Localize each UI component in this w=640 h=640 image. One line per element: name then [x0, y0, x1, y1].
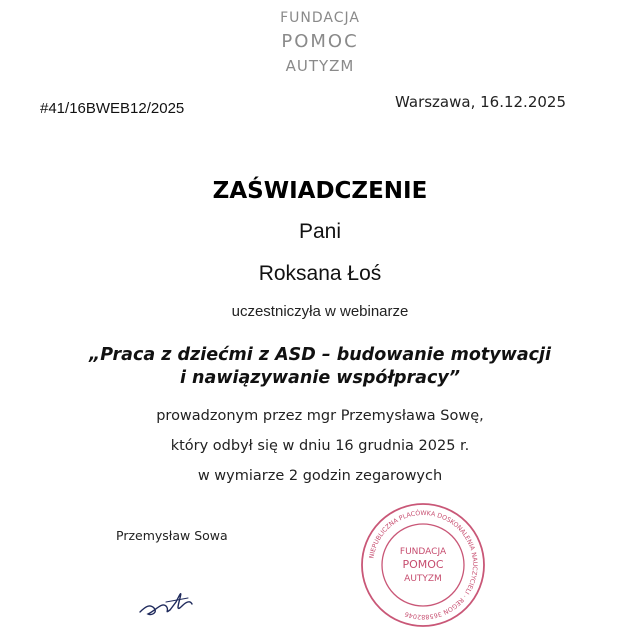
salutation: Pani [298, 220, 342, 243]
logo-line-fundacja: FUNDACJA [280, 10, 360, 26]
signer-name: Przemysław Sowa [116, 528, 228, 543]
foundation-logo [0, 6, 640, 78]
place-date: Warszawa, 16.12.2025 [395, 93, 566, 111]
foundation-stamp [358, 500, 488, 630]
logo-line-pomoc: POMOC [281, 31, 359, 52]
participation-text: uczestniczyła w webinarze [231, 303, 409, 320]
svg-text:AUTYZM: AUTYZM [404, 574, 442, 584]
svg-text:FUNDACJA: FUNDACJA [399, 547, 447, 557]
webinar-title [0, 344, 640, 390]
body-line-duration: w wymiarze 2 godzin zegarowych [197, 468, 443, 484]
body-line-date: który odbył się w dniu 16 grudnia 2025 r. [170, 438, 470, 454]
logo-line-autyzm: AUTYZM [285, 57, 355, 75]
handwritten-signature [136, 576, 206, 620]
certificate-number: #41/16BWEB12/2025 [40, 100, 185, 117]
webinar-title-line-1: „Praca z dziećmi z ASD – budowanie motywacji [88, 345, 552, 365]
certificate-title: ZAŚWIADCZENIE [212, 178, 428, 204]
recipient-name: Roksana Łoś [258, 262, 382, 285]
webinar-title-line-2: i nawiązywanie współpracy” [179, 368, 461, 388]
svg-text:NIEPUBLICZNA PLACÓWKA DOSKONAL: NIEPUBLICZNA PLACÓWKA DOSKONALENIA NAUCZYCIELI · REGON 365882046 [368, 509, 479, 621]
body-line-instructor: prowadzonym przez mgr Przemysława Sowę, [156, 408, 484, 424]
svg-text:POMOC: POMOC [402, 558, 444, 571]
